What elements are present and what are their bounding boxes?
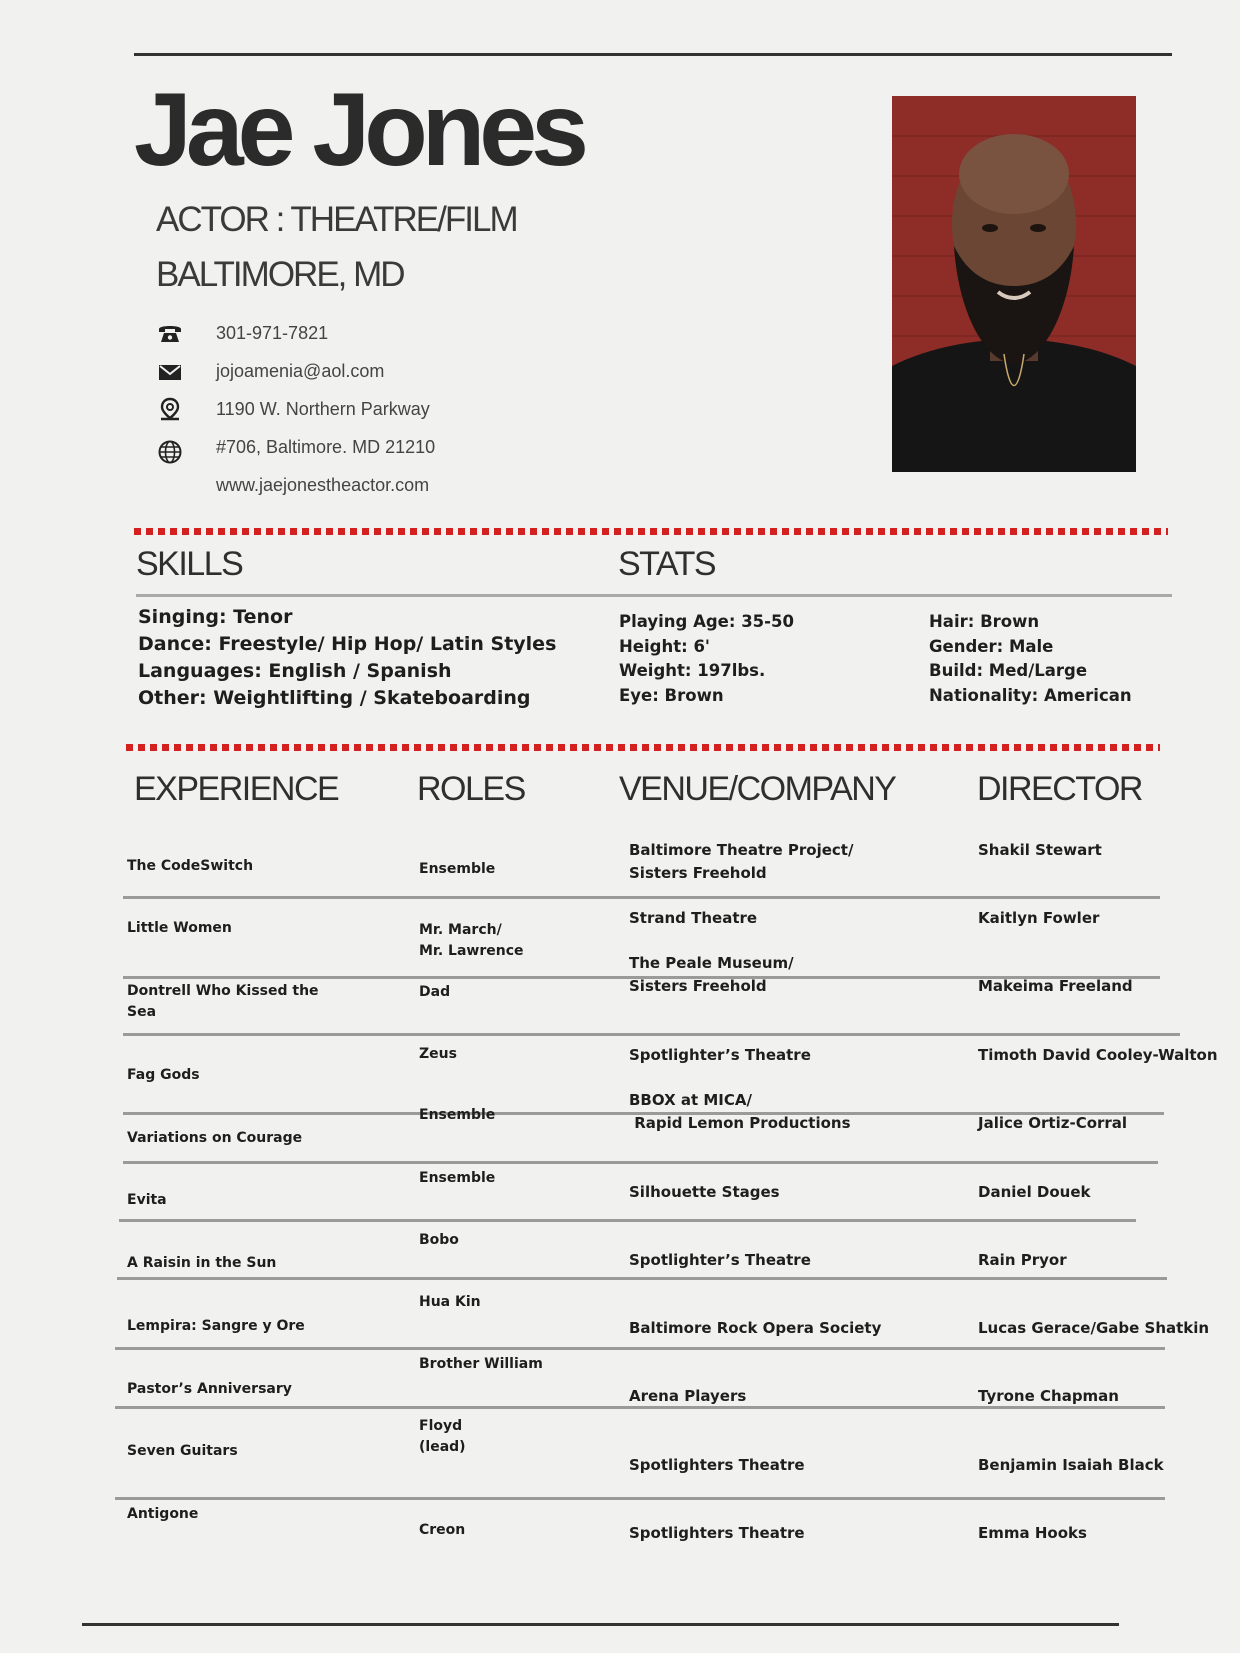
skills-underline bbox=[136, 594, 1172, 597]
city-address: #706, Baltimore. MD 21210 bbox=[216, 437, 436, 457]
venue-name: Arena Players bbox=[629, 1387, 747, 1405]
venue-name: Spotlighter’s Theatre bbox=[629, 1046, 811, 1064]
director-heading: DIRECTOR bbox=[977, 770, 1142, 808]
experience-title: Lempira: Sangre y Ore bbox=[127, 1318, 305, 1334]
skill-line: Singing: Tenor bbox=[138, 606, 293, 628]
experience-title: Variations on Courage bbox=[127, 1130, 303, 1146]
headshot-photo bbox=[892, 96, 1136, 472]
red-dotted-divider bbox=[134, 528, 1168, 535]
venue-name: Spotlighter’s Theatre bbox=[629, 1251, 811, 1269]
venue-name: BBOX at MICA/ bbox=[629, 1091, 752, 1109]
row-divider bbox=[123, 1033, 1180, 1036]
row-divider bbox=[123, 1161, 1158, 1164]
venue-name: Silhouette Stages bbox=[629, 1183, 780, 1201]
phone-number: 301-971-7821 bbox=[216, 323, 329, 343]
venue-name: Baltimore Rock Opera Society bbox=[629, 1319, 882, 1337]
role-name: (lead) bbox=[419, 1439, 466, 1455]
experience-title: Pastor’s Anniversary bbox=[127, 1381, 292, 1397]
experience-title: Antigone bbox=[127, 1506, 199, 1522]
director-name: Makeima Freeland bbox=[978, 977, 1133, 995]
role-name: Ensemble bbox=[419, 861, 496, 877]
mail-icon bbox=[156, 358, 184, 386]
skill-line: Other: Weightlifting / Skateboarding bbox=[138, 687, 531, 709]
top-rule bbox=[134, 53, 1172, 56]
director-name: Timoth David Cooley-Walton bbox=[978, 1046, 1218, 1064]
role-name: Ensemble bbox=[419, 1107, 496, 1123]
experience-title: Seven Guitars bbox=[127, 1443, 238, 1459]
phone-icon bbox=[156, 320, 184, 348]
director-name: Shakil Stewart bbox=[978, 841, 1102, 859]
stats-column-2 bbox=[929, 610, 1132, 708]
row-divider bbox=[123, 896, 1160, 899]
venue-name: Sisters Freehold bbox=[629, 864, 767, 882]
stat-line: Build: Med/Large bbox=[929, 661, 1088, 680]
stats-heading: STATS bbox=[618, 545, 716, 583]
director-name: Daniel Douek bbox=[978, 1183, 1091, 1201]
stat-line: Eye: Brown bbox=[619, 685, 724, 705]
bottom-rule bbox=[82, 1623, 1119, 1626]
email-address: jojoamenia@aol.com bbox=[216, 361, 385, 381]
row-divider bbox=[115, 1497, 1165, 1500]
role-name: Zeus bbox=[419, 1046, 457, 1062]
skills-heading: SKILLS bbox=[136, 545, 243, 583]
role-name: Mr. Lawrence bbox=[419, 943, 524, 959]
roles-heading: ROLES bbox=[417, 770, 525, 808]
street-address: 1190 W. Northern Parkway bbox=[216, 399, 430, 419]
experience-title: Evita bbox=[127, 1192, 167, 1208]
director-name: Emma Hooks bbox=[978, 1524, 1087, 1542]
venue-name: Baltimore Theatre Project/ bbox=[629, 841, 854, 859]
role-name: Mr. March/ bbox=[419, 922, 502, 938]
stat-line: Weight: 197lbs. bbox=[619, 661, 766, 680]
role-name: Floyd bbox=[419, 1418, 463, 1434]
stat-line: Height: 6' bbox=[619, 636, 710, 656]
row-divider bbox=[115, 1347, 1165, 1350]
venue-name: Spotlighters Theatre bbox=[629, 1524, 805, 1542]
location-pin-icon bbox=[156, 396, 184, 424]
role-name: Creon bbox=[419, 1522, 466, 1538]
experience-title: Dontrell Who Kissed the bbox=[127, 983, 319, 999]
venue-name: Spotlighters Theatre bbox=[629, 1456, 805, 1474]
role-name: Dad bbox=[419, 984, 451, 1000]
website-link[interactable]: www.jaejonestheactor.com bbox=[216, 475, 430, 495]
stat-line: Playing Age: 35-50 bbox=[619, 612, 794, 631]
director-name: Kaitlyn Fowler bbox=[978, 909, 1100, 927]
stat-line: Nationality: American bbox=[929, 685, 1132, 705]
experience-title: The CodeSwitch bbox=[127, 858, 254, 874]
role-name: Hua Kin bbox=[419, 1294, 481, 1310]
experience-heading: EXPERIENCE bbox=[134, 770, 339, 808]
experience-title: Fag Gods bbox=[127, 1067, 200, 1083]
row-divider bbox=[119, 1219, 1136, 1222]
director-name: Jalice Ortiz-Corral bbox=[978, 1114, 1128, 1132]
stat-line: Hair: Brown bbox=[929, 612, 1040, 631]
director-name: Lucas Gerace/Gabe Shatkin bbox=[978, 1319, 1210, 1337]
role-name: Ensemble bbox=[419, 1170, 496, 1186]
venue-heading: VENUE/COMPANY bbox=[619, 770, 896, 808]
experience-title: Sea bbox=[127, 1004, 157, 1020]
globe-icon bbox=[156, 438, 184, 466]
venue-name: Sisters Freehold bbox=[629, 977, 767, 995]
venue-name: The Peale Museum/ bbox=[629, 954, 794, 972]
skill-line: Dance: Freestyle/ Hip Hop/ Latin Styles bbox=[138, 633, 557, 655]
skills-list bbox=[138, 604, 556, 712]
director-name: Rain Pryor bbox=[978, 1251, 1067, 1269]
actor-name: Jae Jones bbox=[134, 72, 583, 188]
stat-line: Gender: Male bbox=[929, 636, 1054, 656]
venue-name: Rapid Lemon Productions bbox=[629, 1114, 851, 1132]
skill-line: Languages: English / Spanish bbox=[138, 660, 452, 682]
experience-title: A Raisin in the Sun bbox=[127, 1255, 277, 1271]
profession-subtitle: ACTOR : THEATRE/FILM bbox=[156, 200, 517, 239]
stats-column-1 bbox=[619, 610, 794, 708]
venue-name: Strand Theatre bbox=[629, 909, 758, 927]
row-divider bbox=[117, 1277, 1167, 1280]
director-name: Benjamin Isaiah Black bbox=[978, 1456, 1164, 1474]
director-name: Tyrone Chapman bbox=[978, 1387, 1119, 1405]
role-name: Brother William bbox=[419, 1356, 543, 1372]
red-dotted-divider bbox=[126, 744, 1160, 751]
experience-title: Little Women bbox=[127, 920, 232, 936]
location-subtitle: BALTIMORE, MD bbox=[156, 255, 404, 294]
role-name: Bobo bbox=[419, 1232, 459, 1248]
